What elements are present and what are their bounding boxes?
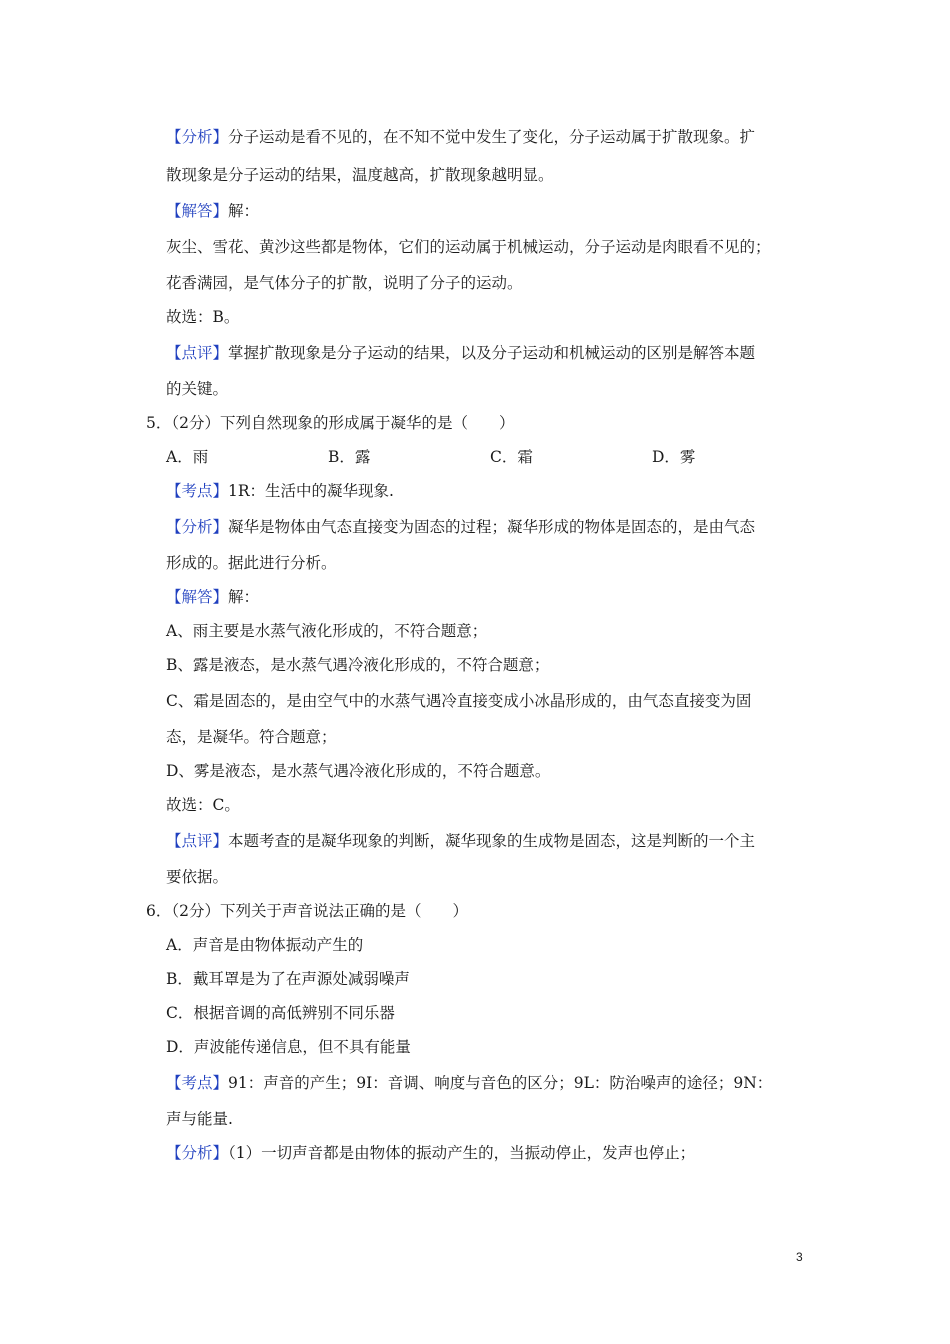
document-content	[146, 118, 826, 1170]
text-line	[146, 754, 826, 788]
review-line	[146, 822, 826, 860]
question-5	[146, 406, 826, 440]
analysis-tag: 【分析】	[166, 128, 229, 146]
choice-line	[146, 300, 826, 334]
option-c: C．霜	[490, 448, 533, 466]
line-text: 分子运动是看不见的，在不知不觉中发生了变化，分子运动属于扩散现象。扩	[228, 128, 756, 146]
line-text: 形成的。据此进行分析。	[166, 554, 337, 572]
line-text: D、雾是液态，是水蒸气遇冷液化形成的，不符合题意。	[166, 762, 551, 780]
option-b: B．露	[328, 448, 371, 466]
question-text: 5．（2分）下列自然现象的形成属于凝华的是（ ）	[146, 414, 515, 432]
answer-line	[146, 194, 826, 228]
line-text: 态，是凝华。符合题意；	[166, 728, 337, 746]
line-text: 91：声音的产生；9I：音调、响度与音色的区分；9L：防治噪声的途径；9N：	[228, 1074, 773, 1092]
answer-tag: 【解答】	[166, 588, 229, 606]
choice-line	[146, 788, 826, 822]
line-text: 要依据。	[166, 868, 229, 886]
text-line	[146, 614, 826, 648]
line-text: A、雨主要是水蒸气液化形成的，不符合题意；	[166, 622, 488, 640]
text-line	[146, 860, 826, 894]
analysis-tag: 【分析】	[166, 518, 229, 536]
line-text: 花香满园，是气体分子的扩散，说明了分子的运动。	[166, 274, 523, 292]
line-text: 故选：C。	[166, 796, 240, 814]
text-line	[146, 720, 826, 754]
text-line	[146, 682, 826, 720]
option-b: B．戴耳罩是为了在声源处减弱噪声	[166, 970, 410, 988]
line-text: B、露是液态，是水蒸气遇冷液化形成的，不符合题意；	[166, 656, 550, 674]
option-c: C．根据音调的高低辨别不同乐器	[166, 1004, 395, 1022]
answer-tag: 【解答】	[166, 202, 229, 220]
knowledge-point-tag: 【考点】	[166, 482, 229, 500]
analysis-line	[146, 118, 826, 156]
line-text: 解：	[228, 202, 260, 220]
line-text: 1R：生活中的凝华现象.	[228, 482, 394, 500]
analysis-line	[146, 1136, 826, 1170]
text-line	[146, 648, 826, 682]
knowledge-point-tag: 【考点】	[166, 1074, 229, 1092]
option-a: A．声音是由物体振动产生的	[166, 936, 364, 954]
line-text: 声与能量.	[166, 1110, 233, 1128]
option-a: A．雨	[166, 448, 209, 466]
text-line	[146, 1102, 826, 1136]
answer-line	[146, 580, 826, 614]
question-text: 6．（2分）下列关于声音说法正确的是（ ）	[146, 902, 468, 920]
text-line	[146, 266, 826, 300]
option-d: D．雾	[652, 448, 696, 466]
analysis-tag: 【分析】	[166, 1144, 229, 1162]
line-text: 的关键。	[166, 380, 229, 398]
text-line	[146, 546, 826, 580]
question-5-options	[146, 440, 826, 474]
knowledge-point-line	[146, 474, 826, 508]
line-text: 故选：B。	[166, 308, 240, 326]
review-tag: 【点评】	[166, 832, 229, 850]
line-text: （1）一切声音都是由物体的振动产生的，当振动停止，发声也停止；	[228, 1144, 696, 1162]
text-line	[146, 372, 826, 406]
page-number: 3	[796, 1250, 803, 1264]
line-text: C、霜是固态的，是由空气中的水蒸气遇冷直接变成小冰晶形成的，由气态直接变为固	[166, 692, 752, 710]
text-line	[146, 156, 826, 194]
line-text: 灰尘、雪花、黄沙这些都是物体，它们的运动属于机械运动，分子运动是肉眼看不见的；	[166, 238, 771, 256]
review-line	[146, 334, 826, 372]
question-6	[146, 894, 826, 928]
line-text: 解：	[228, 588, 260, 606]
line-text: 掌握扩散现象是分子运动的结果，以及分子运动和机械运动的区别是解答本题	[228, 344, 756, 362]
text-line	[146, 228, 826, 266]
knowledge-point-line	[146, 1064, 826, 1102]
analysis-line	[146, 508, 826, 546]
review-tag: 【点评】	[166, 344, 229, 362]
line-text: 凝华是物体由气态直接变为固态的过程；凝华形成的物体是固态的，是由气态	[228, 518, 756, 536]
option-d: D．声波能传递信息，但不具有能量	[166, 1038, 411, 1056]
line-text: 散现象是分子运动的结果，温度越高，扩散现象越明显。	[166, 166, 554, 184]
line-text: 本题考查的是凝华现象的判断，凝华现象的生成物是固态，这是判断的一个主	[228, 832, 756, 850]
